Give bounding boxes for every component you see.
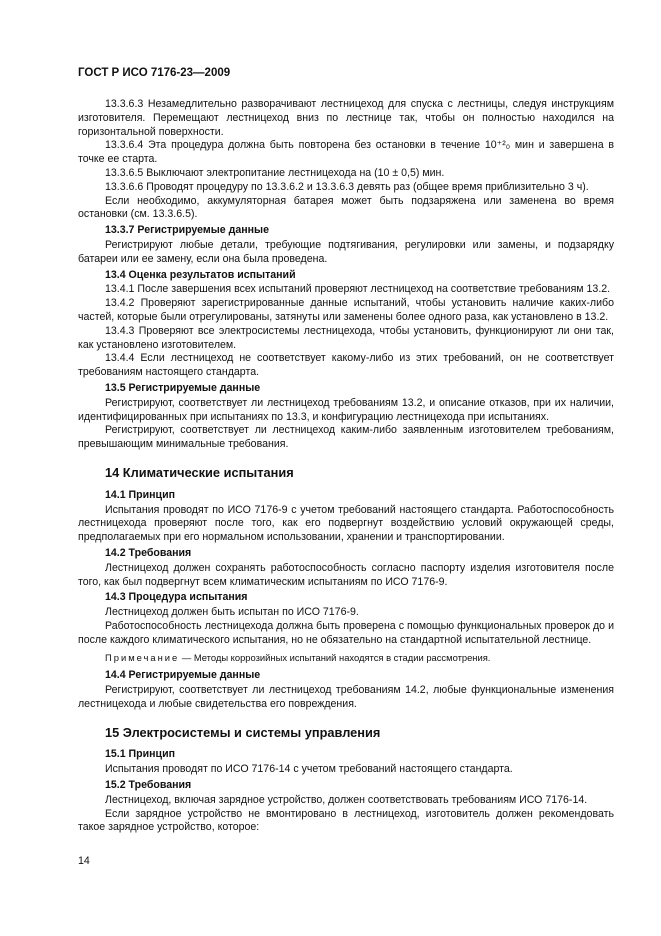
subsection-heading: 14.3 Процедура испытания (105, 591, 248, 604)
paragraph: 13.3.6.5 Выключают электропитание лестницехода на (10 ± 0,5) мин. (105, 166, 445, 179)
page-number: 14 (78, 855, 90, 867)
subsection-heading: 14.4 Регистрируемые данные (105, 669, 261, 682)
paragraph: 13.3.6.6 Проводят процедуру по 13.3.6.2 и 13.3.6.3 девять раз (общее время приблизительно 3 ч). (105, 180, 589, 193)
subsection-heading: 13.4 Оценка результатов испытаний (105, 268, 296, 281)
paragraph: Регистрируют, соответствует ли лестницеход требованиям 14.2, любые функциональные изменения лестницехода и любые свидетельства его повреждения. (78, 684, 614, 710)
note (78, 651, 614, 665)
paragraph: Лестницеход, включая зарядное устройство, должен соответствовать требованиям ИСО 7176-14. (105, 793, 588, 806)
paragraph: 13.4.4 Если лестницеход не соответствует какому-либо из этих требований, он не соответствует требованиям настоящего стандарта. (78, 352, 614, 379)
paragraph: Регистрируют любые детали, требующие подтягивания, регулировки или замены, и подзарядку батареи или ее замену, если она была проведена. (78, 238, 614, 265)
subsection-heading: 15.2 Требования (105, 779, 192, 792)
document-body (78, 98, 614, 835)
paragraph: Если зарядное устройство не вмонтировано в лестницеход, изготовитель должен рекомендовать такое зарядное устройство, которое: (78, 807, 614, 834)
paragraph: Работоспособность лестницехода должна быть проверена с помощью функциональных проверок до и после каждого климатического испытания, но не обязательно на стандартной испытательной лестнице. (78, 619, 614, 646)
subsection-heading: 14.2 Требования (105, 546, 192, 559)
note-text: — Методы коррозийных испытаний находятся в стадии рассмотрения. (179, 652, 491, 664)
paragraph: 13.3.6.3 Незамедлительно разворачивают лестницеход для спуска с лестницы, следуя инструкциям изготовителя. Перемещают лестницеход вниз по лестнице так, чтобы он полностью находился на горизонтальной поверхности. (78, 98, 614, 138)
paragraph: Лестницеход должен сохранять работоспособность согласно паспорту изделия изготовителя после того, как был подвергнут всем климатическим испытаниям по ИСО 7176-9. (78, 561, 614, 588)
paragraph: Испытания проводят по ИСО 7176-14 с учетом требований настоящего стандарта. (105, 763, 513, 776)
paragraph: Лестницеход должен быть испытан по ИСО 7176-9. (105, 606, 359, 619)
paragraph: Регистрируют, соответствует ли лестницеход каким-либо заявленным изготовителем требованиям, превышающим минимальные требования. (78, 424, 614, 451)
document-header: ГОСТ Р ИСО 7176-23—2009 (78, 67, 231, 79)
note-label: Примечание (105, 652, 180, 664)
paragraph: Если необходимо, аккумуляторная батарея может быть подзаряжена или заменена во время остановки (см. 13.3.6.5). (78, 194, 614, 221)
paragraph: Испытания проводят по ИСО 7176-9 с учетом требований настоящего стандарта. Работоспособность лестницехода проверяют после того, как его подвергнут воздействию условий окружающей среды, предполагаемых при его нормальном использовании, хранении и транспортировании. (78, 503, 614, 544)
paragraph: 13.4.3 Проверяют все электросистемы лестницехода, чтобы установить, функционируют ли они так, как установлено изготовителем. (78, 324, 614, 351)
paragraph: 13.3.6.4 Эта процедура должна быть повторена без остановки в течение 10⁺²₀ мин и завершена в точке ее старта. (78, 139, 614, 166)
subsection-heading: 13.5 Регистрируемые данные (105, 381, 261, 394)
section-heading: 15 Электросистемы и системы управления (105, 724, 381, 740)
paragraph: 13.4.1 После завершения всех испытаний проверяют лестницеход на соответствие требованиям 13.2. (105, 283, 611, 296)
subsection-heading: 15.1 Принцип (105, 748, 175, 761)
section-heading: 14 Климатические испытания (105, 464, 294, 480)
paragraph: Регистрируют, соответствует ли лестницеход требованиям 13.2, и описание отказов, при их наличии, идентифицированных при испытаниях по 13.3, и конфигурацию лестницехода при испытаниях. (78, 396, 614, 423)
subsection-heading: 14.1 Принцип (105, 488, 175, 501)
paragraph: 13.4.2 Проверяют зарегистрированные данные испытаний, чтобы установить наличие каких-либо частей, которые были отрегулированы, затянуты или заменены более одного раза, как установлено в 13.2. (78, 297, 614, 323)
subsection-heading: 13.3.7 Регистрируемые данные (105, 224, 269, 237)
